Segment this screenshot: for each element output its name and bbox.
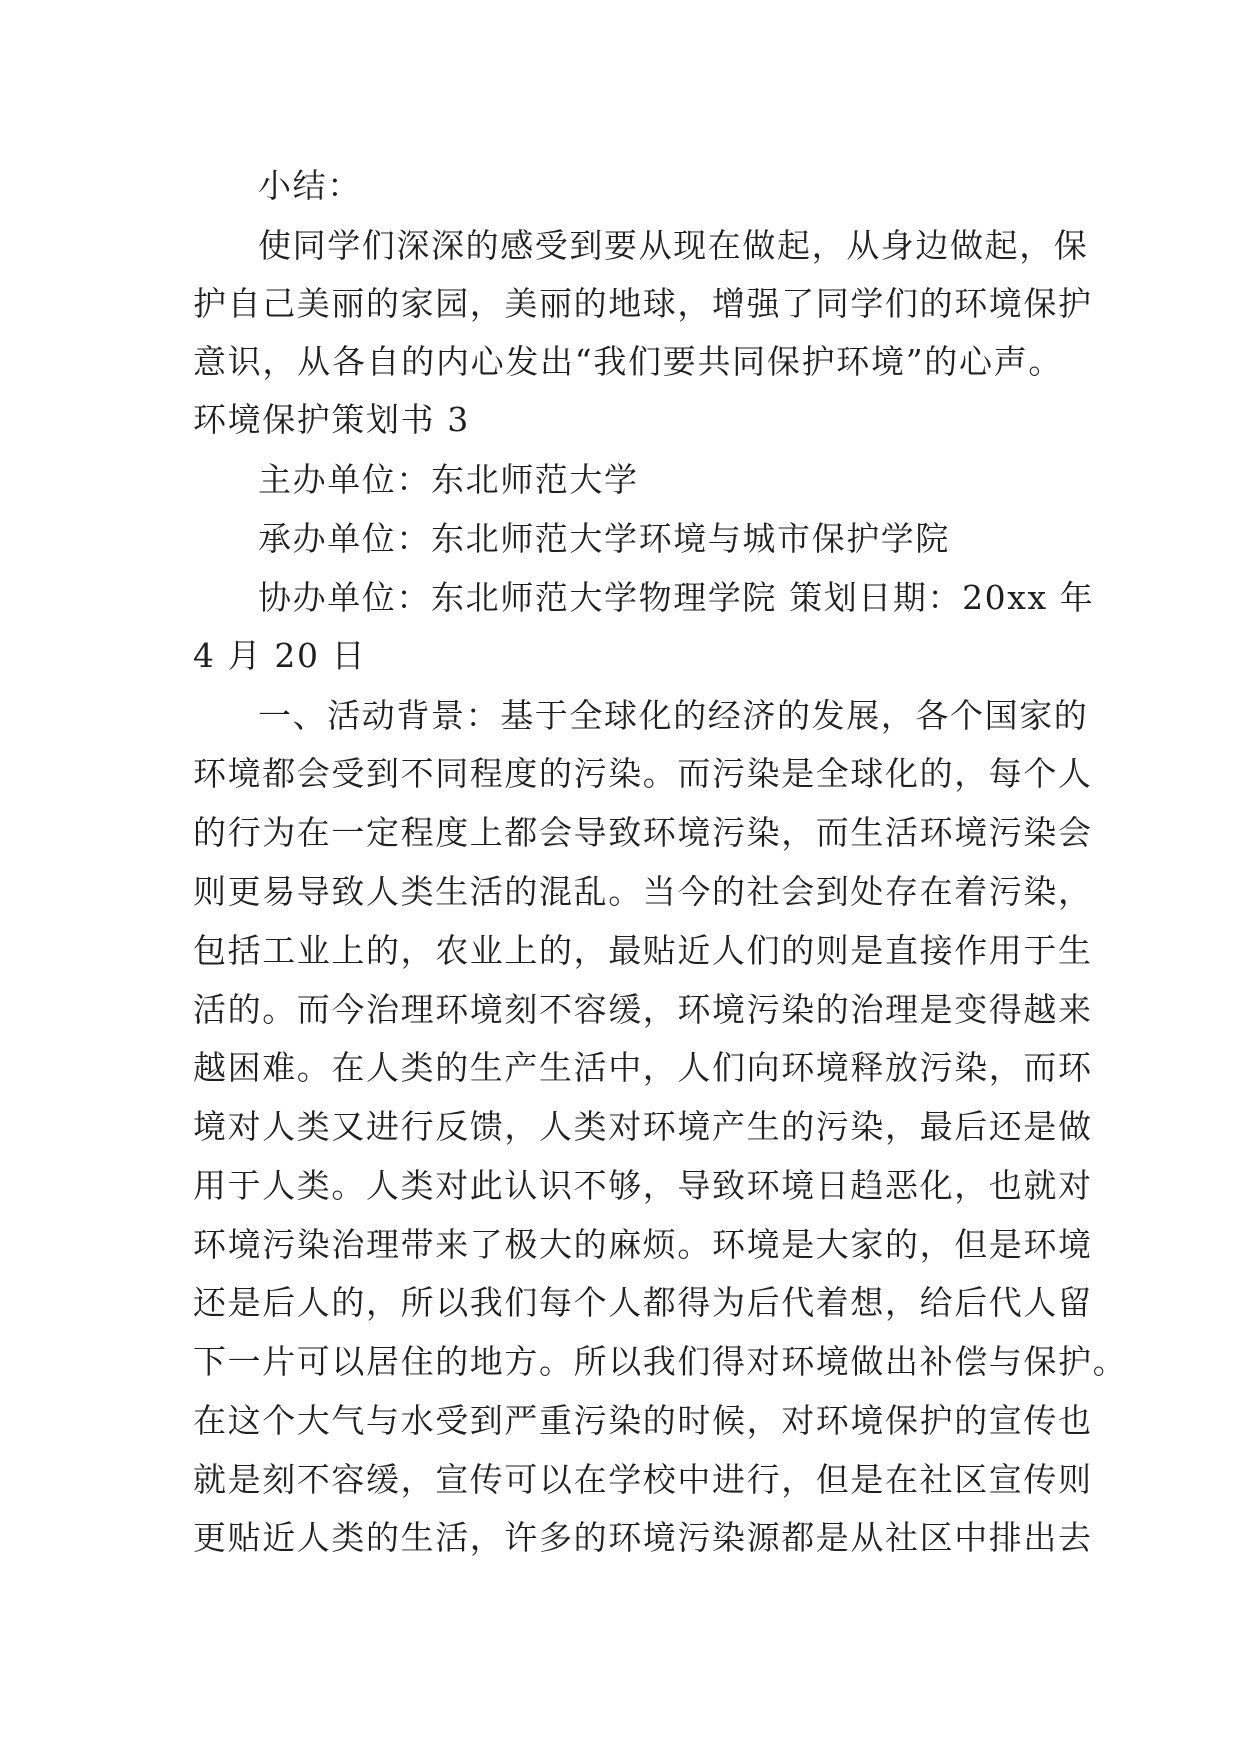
background-paragraph-line-5: 包括工业上的，农业上的，最贴近人们的则是直接作用于生	[193, 931, 1093, 970]
background-paragraph-line-11: 还是后人的，所以我们每个人都得为后代着想，给后代人留	[193, 1283, 1093, 1322]
host-unit: 主办单位：东北师范大学	[258, 460, 639, 499]
background-paragraph-line-1: 一、活动背景：基于全球化的经济的发展，各个国家的	[258, 696, 1089, 735]
background-paragraph-line-15: 更贴近人类的生活，许多的环境污染源都是从社区中排出去	[193, 1518, 1093, 1557]
background-paragraph-line-8: 境对人类又进行反馈，人类对环境产生的污染，最后还是做	[193, 1107, 1093, 1146]
co-organizer-and-date: 协办单位：东北师范大学物理学院 策划日期：20xx 年	[258, 578, 1095, 617]
background-paragraph-line-3: 的行为在一定程度上都会导致环境污染，而生活环境污染会	[193, 813, 1093, 852]
background-paragraph-line-14: 就是刻不容缓，宣传可以在学校中进行，但是在社区宣传则	[193, 1460, 1093, 1499]
planning-date-continued: 4 月 20 日	[193, 636, 367, 675]
background-paragraph-line-7: 越困难。在人类的生产生活中，人们向环境释放污染，而环	[193, 1048, 1093, 1087]
summary-paragraph-line-1: 使同学们深深的感受到要从现在做起，从身边做起，保	[258, 226, 1089, 265]
background-paragraph-line-4: 则更易导致人类生活的混乱。当今的社会到处存在着污染，	[193, 872, 1093, 911]
background-paragraph-line-6: 活的。而今治理环境刻不容缓，环境污染的治理是变得越来	[193, 990, 1093, 1029]
organizer-unit: 承办单位：东北师范大学环境与城市保护学院	[258, 519, 950, 558]
background-paragraph-line-12: 下一片可以居住的地方。所以我们得对环境做出补偿与保护。	[193, 1342, 1128, 1381]
summary-paragraph-line-3: 意识，从各自的内心发出“我们要共同保护环境”的心声。	[193, 342, 1063, 381]
background-paragraph-line-9: 用于人类。人类对此认识不够，导致环境日趋恶化，也就对	[193, 1166, 1093, 1205]
background-paragraph-line-10: 环境污染治理带来了极大的麻烦。环境是大家的，但是环境	[193, 1225, 1093, 1264]
summary-paragraph-line-2: 护自己美丽的家园，美丽的地球，增强了同学们的环境保护	[193, 284, 1093, 323]
section-title: 环境保护策划书 3	[193, 400, 470, 439]
background-paragraph-line-13: 在这个大气与水受到严重污染的时候，对环境保护的宣传也	[193, 1401, 1093, 1440]
background-paragraph-line-2: 环境都会受到不同程度的污染。而污染是全球化的，每个人	[193, 754, 1093, 793]
summary-heading: 小结：	[258, 166, 362, 205]
